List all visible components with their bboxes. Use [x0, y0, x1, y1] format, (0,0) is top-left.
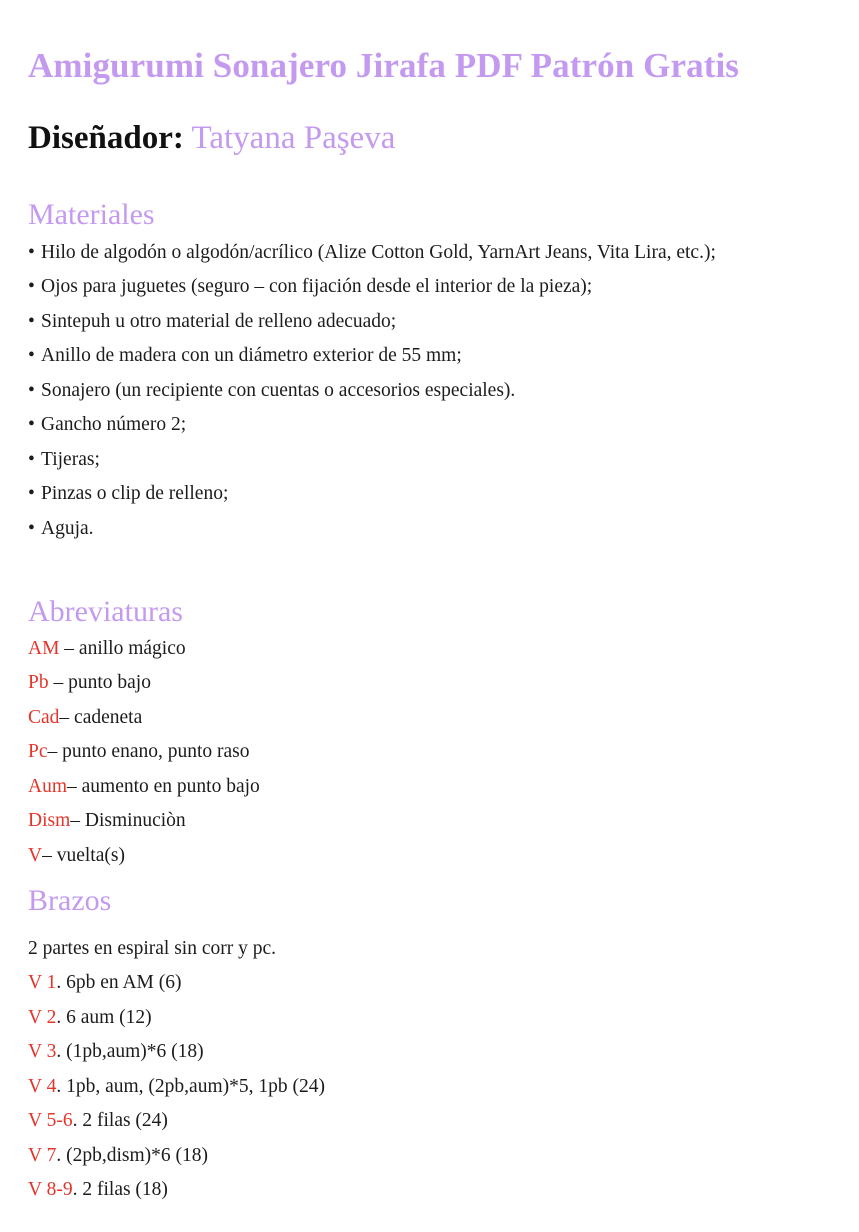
abbreviation-definition: – anillo mágico	[59, 637, 186, 659]
list-item: • Tijeras;	[28, 450, 833, 485]
row-instructions: . (2pb,dism)*6 (18)	[56, 1144, 209, 1166]
list-item	[28, 742, 833, 777]
list-item: • Pinzas o clip de relleno;	[28, 484, 833, 519]
abbreviation-definition: – aumento en punto bajo	[67, 775, 260, 797]
list-item	[28, 1008, 833, 1043]
abbreviation-definition: – Disminuciòn	[70, 810, 186, 832]
row-instructions: . 6pb en AM (6)	[56, 972, 182, 994]
materials-list	[28, 233, 833, 554]
abbreviation-key: V	[28, 844, 43, 866]
row-label: V 1	[28, 972, 57, 994]
designer-label: Diseñador:	[28, 119, 184, 156]
list-item: • Gancho número 2;	[28, 415, 833, 450]
abbreviation-definition: – punto enano, punto raso	[47, 741, 250, 763]
section-heading-brazos: Brazos	[28, 884, 112, 918]
list-item	[28, 973, 833, 1008]
abbreviation-definition: – cadeneta	[59, 706, 143, 728]
abbreviation-key: Pc	[28, 741, 48, 763]
brazos-rows-list	[28, 973, 833, 1215]
list-item	[28, 1180, 833, 1215]
section-heading-abreviaturas: Abreviaturas	[28, 595, 183, 629]
list-item: • Ojos para juguetes (seguro – con fijación desde el interior de la pieza);	[28, 277, 833, 312]
list-item	[28, 1042, 833, 1077]
list-item	[28, 708, 833, 743]
row-label: V 7	[28, 1144, 57, 1166]
row-label: V 3	[28, 1041, 57, 1063]
abbreviation-key: Dism	[28, 810, 71, 832]
list-item: • Sintepuh u otro material de relleno adecuado;	[28, 312, 833, 347]
row-instructions: . (1pb,aum)*6 (18)	[56, 1041, 204, 1063]
list-item: • Hilo de algodón o algodón/acrílico (Alize Cotton Gold, YarnArt Jeans, Vita Lira, etc.);	[28, 243, 833, 278]
list-item: • Sonajero (un recipiente con cuentas o accesorios especiales).	[28, 381, 833, 416]
abbreviation-definition: – vuelta(s)	[42, 844, 125, 866]
list-item	[28, 639, 833, 674]
designer-line	[28, 85, 833, 156]
brazos-intro-text: 2 partes en espiral sin corr y pc.	[28, 937, 276, 959]
abbreviation-key: Cad	[28, 706, 60, 728]
list-item	[28, 777, 833, 812]
abbreviations-list	[28, 630, 833, 881]
row-instructions: . 6 aum (12)	[56, 1006, 152, 1028]
designer-name: Tatyana Paşeva	[191, 119, 396, 156]
list-item	[28, 846, 833, 881]
row-instructions: . 1pb, aum, (2pb,aum)*5, 1pb (24)	[56, 1075, 325, 1097]
page-title: Amigurumi Sonajero Jirafa PDF Patrón Gratis	[28, 46, 740, 85]
row-label: V 8-9	[28, 1179, 73, 1201]
list-item	[28, 1146, 833, 1181]
row-instructions: . 2 filas (18)	[72, 1179, 168, 1201]
list-item	[28, 673, 833, 708]
list-item	[28, 1077, 833, 1112]
abbreviation-key: AM	[28, 637, 60, 659]
list-item: • Anillo de madera con un diámetro exterior de 55 mm;	[28, 346, 833, 381]
row-label: V 5-6	[28, 1110, 73, 1132]
row-label: V 2	[28, 1006, 57, 1028]
list-item: • Aguja.	[28, 519, 833, 554]
abbreviation-key: Pb	[28, 672, 49, 694]
row-instructions: . 2 filas (24)	[72, 1110, 168, 1132]
list-item	[28, 811, 833, 846]
row-label: V 4	[28, 1075, 57, 1097]
section-heading-materiales: Materiales	[28, 198, 155, 232]
abbreviation-key: Aum	[28, 775, 67, 797]
abbreviation-definition: – punto bajo	[48, 672, 151, 694]
list-item	[28, 1111, 833, 1146]
